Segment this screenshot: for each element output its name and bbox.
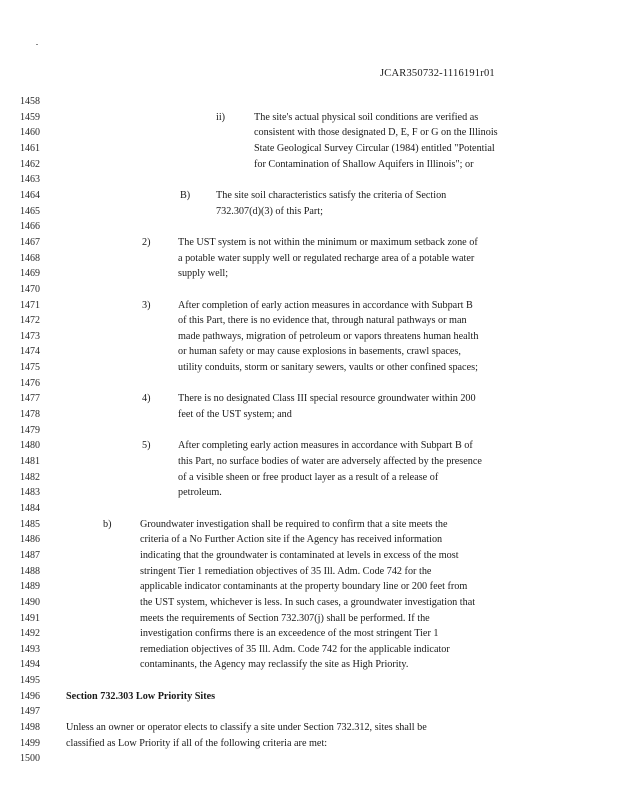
text-line [0, 220, 618, 234]
line-number: 1497 [20, 706, 40, 718]
line-text: for Contamination of Shallow Aquifers in Illinois"; or [254, 158, 474, 170]
line-number: 1472 [20, 315, 40, 327]
list-marker: 2) [142, 236, 151, 248]
line-number: 1460 [20, 127, 40, 139]
text-line [0, 549, 618, 563]
line-text: consistent with those designated D, E, F or G on the Illinois [254, 127, 498, 139]
text-line [0, 721, 618, 735]
line-text: of this Part, there is no evidence that, through natural pathways or man [178, 315, 467, 327]
line-text: After completing early action measures in accordance with Subpart B of [178, 440, 473, 452]
text-line [0, 502, 618, 516]
text-line [0, 252, 618, 266]
text-line [0, 299, 618, 313]
text-line [0, 189, 618, 203]
line-text: a potable water supply well or regulated recharge area of a potable water [178, 252, 475, 264]
line-text: Groundwater investigation shall be required to confirm that a site meets the [140, 518, 448, 530]
line-text: There is no designated Class III special resource groundwater within 200 [178, 393, 476, 405]
line-number: 1483 [20, 487, 40, 499]
line-number: 1494 [20, 659, 40, 671]
line-number: 1496 [20, 690, 40, 702]
section-heading: Section 732.303 Low Priority Sites [66, 690, 216, 702]
text-line [0, 455, 618, 469]
line-text: made pathways, migration of petroleum or vapors threatens human health [178, 330, 479, 342]
text-line [0, 126, 618, 140]
line-number: 1473 [20, 330, 40, 342]
line-number: 1487 [20, 549, 40, 561]
line-text: applicable indicator contaminants at the property boundary line or 200 feet from [140, 581, 468, 593]
line-text: classified as Low Priority if all of the following criteria are met: [66, 737, 328, 749]
line-number: 1490 [20, 596, 40, 608]
line-number: 1495 [20, 675, 40, 687]
text-line [0, 314, 618, 328]
text-line [0, 236, 618, 250]
line-text: The site soil characteristics satisfy the criteria of Section [216, 189, 447, 201]
text-line [0, 345, 618, 359]
line-number: 1498 [20, 722, 40, 733]
line-number: 1499 [20, 737, 40, 749]
text-line [0, 158, 618, 172]
line-number: 1500 [20, 753, 40, 765]
line-number: 1464 [20, 189, 40, 201]
line-number: 1469 [20, 268, 40, 280]
list-marker: b) [103, 518, 112, 530]
line-text: State Geological Survey Circular (1984) entitled "Potential [254, 142, 495, 154]
text-line [0, 737, 618, 751]
line-number: 1467 [20, 236, 40, 248]
line-number: 1463 [20, 174, 40, 186]
line-number: 1461 [20, 142, 40, 154]
list-marker: ii) [216, 111, 226, 123]
list-marker: 4) [142, 393, 151, 405]
line-text: meets the requirements of Section 732.307(j) shall be performed. If the [140, 612, 430, 624]
line-number: 1478 [20, 409, 40, 420]
line-number: 1462 [20, 158, 40, 170]
text-line [0, 596, 618, 610]
line-text: supply well; [178, 268, 229, 280]
line-number: 1484 [20, 502, 40, 514]
line-number: 1479 [20, 424, 40, 436]
line-number: 1482 [20, 471, 40, 483]
text-line [0, 439, 618, 453]
line-text: contaminants, the Agency may reclassify the site as High Priority. [140, 659, 409, 671]
text-line [0, 377, 618, 391]
text-line [0, 518, 618, 532]
text-line [0, 283, 618, 297]
line-text: the UST system, whichever is less. In such cases, a groundwater investigation that [140, 596, 476, 608]
line-text: The UST system is not within the minimum or maximum setback zone of [178, 236, 478, 248]
text-line [0, 752, 618, 766]
line-number: 1466 [20, 221, 40, 233]
line-number: 1470 [20, 283, 40, 295]
line-text: Unless an owner or operator elects to classify a site under Section 732.312, sites shall be [66, 722, 427, 733]
text-line [0, 533, 618, 547]
list-marker: 3) [142, 299, 151, 311]
line-number: 1458 [20, 96, 40, 107]
text-line [0, 705, 618, 719]
line-number: 1485 [20, 518, 40, 530]
line-number: 1459 [20, 111, 40, 123]
document-id: JCAR350732-1116191r01 [380, 68, 495, 79]
text-line [0, 361, 618, 375]
line-number: 1468 [20, 252, 40, 264]
line-number: 1465 [20, 205, 40, 217]
text-line [0, 580, 618, 594]
line-text: of a visible sheen or free product layer as a result of a release of [178, 471, 439, 483]
line-number: 1477 [20, 393, 40, 405]
text-line [0, 173, 618, 187]
line-text: petroleum. [178, 487, 222, 499]
line-number: 1471 [20, 299, 40, 311]
text-line [0, 408, 618, 422]
line-number: 1481 [20, 455, 40, 467]
line-number: 1486 [20, 534, 40, 546]
line-number: 1488 [20, 565, 40, 577]
line-number: 1493 [20, 643, 40, 655]
line-text: investigation confirms there is an exceedence of the most stringent Tier 1 [140, 628, 439, 640]
line-number: 1489 [20, 581, 40, 593]
line-text: 732.307(d)(3) of this Part; [216, 205, 323, 217]
line-text: feet of the UST system; and [178, 409, 292, 420]
text-line [0, 612, 618, 626]
line-number: 1491 [20, 612, 40, 624]
text-line [0, 658, 618, 672]
text-line [0, 565, 618, 579]
line-number: 1480 [20, 440, 40, 452]
line-text: or human safety or may cause explosions in basements, crawl spaces, [178, 346, 461, 358]
scan-speck [36, 44, 38, 45]
text-line [0, 111, 618, 125]
text-line [0, 424, 618, 438]
line-number: 1476 [20, 377, 40, 389]
text-line [0, 392, 618, 406]
text-line [0, 674, 618, 688]
text-line [0, 627, 618, 641]
list-marker: B) [180, 189, 191, 201]
line-number: 1492 [20, 628, 40, 640]
text-line [0, 643, 618, 657]
line-text: stringent Tier 1 remediation objectives of 35 Ill. Adm. Code 742 for the [140, 565, 432, 577]
text-line [0, 205, 618, 219]
line-text: After completion of early action measures in accordance with Subpart B [178, 299, 473, 311]
list-marker: 5) [142, 440, 151, 452]
text-line [0, 690, 618, 704]
text-line [0, 142, 618, 156]
line-text: remediation objectives of 35 Ill. Adm. Code 742 for the applicable indicator [140, 643, 450, 655]
line-text: criteria of a No Further Action site if the Agency has received information [140, 534, 443, 546]
line-text: this Part, no surface bodies of water are adversely affected by the presence [178, 455, 482, 467]
text-line [0, 95, 618, 109]
line-text: indicating that the groundwater is contaminated at levels in excess of the most [140, 549, 459, 561]
text-line [0, 330, 618, 344]
text-line [0, 471, 618, 485]
text-line [0, 486, 618, 500]
line-number: 1474 [20, 346, 40, 358]
text-line [0, 267, 618, 281]
line-text: utility conduits, storm or sanitary sewers, vaults or other confined spaces; [178, 362, 478, 374]
line-number: 1475 [20, 362, 40, 374]
line-text: The site's actual physical soil conditions are verified as [254, 111, 479, 123]
